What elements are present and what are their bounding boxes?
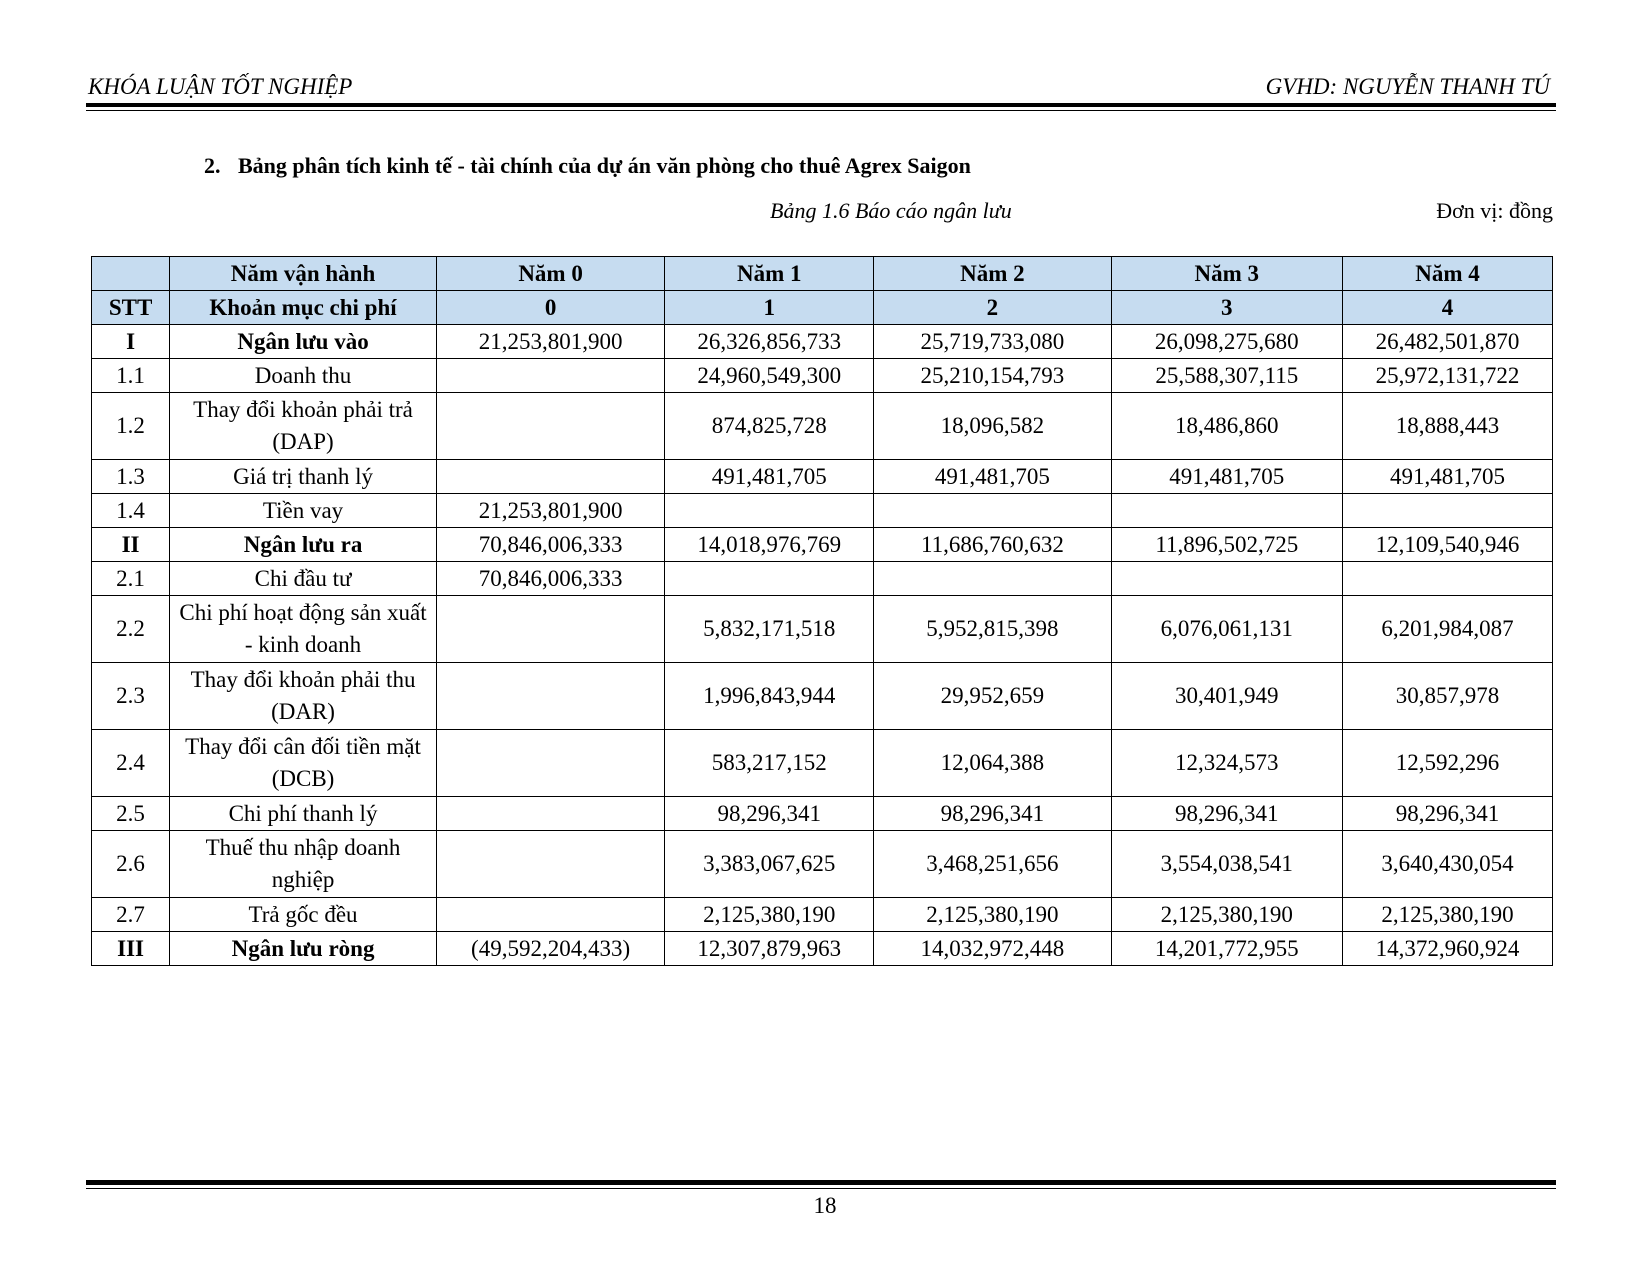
value-cell <box>436 596 664 663</box>
value-cell: 491,481,705 <box>874 460 1111 494</box>
value-cell: 12,064,388 <box>874 730 1111 797</box>
stt-cell: II <box>92 528 170 562</box>
value-cell: 30,857,978 <box>1342 663 1552 730</box>
header-cell: STT <box>92 291 170 325</box>
header-cell: 2 <box>874 291 1111 325</box>
table-row <box>92 494 1553 528</box>
item-cell: Thay đổi cân đối tiền mặt (DCB) <box>170 730 437 797</box>
value-cell <box>436 663 664 730</box>
stt-cell: III <box>92 932 170 966</box>
header-cell: 4 <box>1342 291 1552 325</box>
unit-label: Đơn vị: đồng <box>1436 198 1553 223</box>
section-title-text: Bảng phân tích kinh tế - tài chính của dự án văn phòng cho thuê Agrex Saigon <box>238 153 971 178</box>
value-cell <box>665 494 874 528</box>
table-row <box>92 359 1553 393</box>
table-header-row-years <box>92 257 1553 291</box>
table-header-row-items <box>92 291 1553 325</box>
table-row <box>92 831 1553 898</box>
table-row <box>92 393 1553 460</box>
table-caption: Bảng 1.6 Báo cáo ngân lưu <box>770 198 1012 223</box>
stt-cell: 2.1 <box>92 562 170 596</box>
value-cell: 12,592,296 <box>1342 730 1552 797</box>
cash-flow-table <box>91 256 1553 966</box>
value-cell <box>874 494 1111 528</box>
header-rule-thick <box>86 103 1556 107</box>
value-cell: 98,296,341 <box>874 797 1111 831</box>
table-row <box>92 898 1553 932</box>
stt-cell: I <box>92 325 170 359</box>
stt-cell: 1.4 <box>92 494 170 528</box>
table-row <box>92 797 1553 831</box>
value-cell: 491,481,705 <box>1111 460 1342 494</box>
value-cell: 3,383,067,625 <box>665 831 874 898</box>
item-cell: Chi phí hoạt động sản xuất - kinh doanh <box>170 596 437 663</box>
value-cell: 14,201,772,955 <box>1111 932 1342 966</box>
value-cell: 11,686,760,632 <box>874 528 1111 562</box>
value-cell <box>1342 562 1552 596</box>
value-cell: (49,592,204,433) <box>436 932 664 966</box>
page-number: 18 <box>813 1193 837 1218</box>
item-cell: Doanh thu <box>170 359 437 393</box>
item-cell: Thuế thu nhập doanh nghiệp <box>170 831 437 898</box>
value-cell: 25,719,733,080 <box>874 325 1111 359</box>
stt-cell: 2.6 <box>92 831 170 898</box>
value-cell <box>874 562 1111 596</box>
value-cell <box>665 562 874 596</box>
header-cell: Năm vận hành <box>170 257 437 291</box>
value-cell: 26,098,275,680 <box>1111 325 1342 359</box>
value-cell: 2,125,380,190 <box>874 898 1111 932</box>
header-left-title: KHÓA LUẬN TỐT NGHIỆP <box>88 74 353 99</box>
value-cell: 98,296,341 <box>1111 797 1342 831</box>
value-cell: 1,996,843,944 <box>665 663 874 730</box>
footer-rule-thick <box>86 1180 1556 1185</box>
value-cell: 14,372,960,924 <box>1342 932 1552 966</box>
table-row <box>92 325 1553 359</box>
item-cell: Thay đổi khoản phải thu (DAR) <box>170 663 437 730</box>
value-cell <box>436 460 664 494</box>
footer-rule-thin <box>86 1188 1556 1189</box>
value-cell: 98,296,341 <box>1342 797 1552 831</box>
header-cell: Khoản mục chi phí <box>170 291 437 325</box>
table-row <box>92 460 1553 494</box>
value-cell: 30,401,949 <box>1111 663 1342 730</box>
header-right-advisor: GVHD: NGUYỄN THANH TÚ <box>1265 74 1550 99</box>
item-cell: Chi đầu tư <box>170 562 437 596</box>
stt-cell: 2.3 <box>92 663 170 730</box>
table-row <box>92 596 1553 663</box>
value-cell <box>436 831 664 898</box>
value-cell: 874,825,728 <box>665 393 874 460</box>
header-rule-thin <box>86 110 1556 111</box>
value-cell: 25,972,131,722 <box>1342 359 1552 393</box>
stt-cell: 2.2 <box>92 596 170 663</box>
table-row <box>92 562 1553 596</box>
value-cell <box>1111 494 1342 528</box>
stt-cell: 1.2 <box>92 393 170 460</box>
value-cell: 2,125,380,190 <box>665 898 874 932</box>
header-cell: Năm 2 <box>874 257 1111 291</box>
value-cell: 3,468,251,656 <box>874 831 1111 898</box>
table-row <box>92 663 1553 730</box>
value-cell: 12,324,573 <box>1111 730 1342 797</box>
value-cell: 491,481,705 <box>665 460 874 494</box>
value-cell <box>436 898 664 932</box>
value-cell <box>436 359 664 393</box>
stt-cell: 2.4 <box>92 730 170 797</box>
header-cell: Năm 1 <box>665 257 874 291</box>
section-number: 2. <box>204 153 221 178</box>
stt-cell: 2.7 <box>92 898 170 932</box>
item-cell: Ngân lưu ròng <box>170 932 437 966</box>
header-cell: 1 <box>665 291 874 325</box>
value-cell <box>436 730 664 797</box>
item-cell: Ngân lưu vào <box>170 325 437 359</box>
header-cell <box>92 257 170 291</box>
stt-cell: 1.3 <box>92 460 170 494</box>
value-cell <box>1342 494 1552 528</box>
stt-cell: 2.5 <box>92 797 170 831</box>
value-cell: 98,296,341 <box>665 797 874 831</box>
value-cell: 5,832,171,518 <box>665 596 874 663</box>
stt-cell: 1.1 <box>92 359 170 393</box>
item-cell: Tiền vay <box>170 494 437 528</box>
item-cell: Chi phí thanh lý <box>170 797 437 831</box>
value-cell: 18,096,582 <box>874 393 1111 460</box>
value-cell: 29,952,659 <box>874 663 1111 730</box>
header-cell: 0 <box>436 291 664 325</box>
value-cell: 26,326,856,733 <box>665 325 874 359</box>
value-cell: 12,307,879,963 <box>665 932 874 966</box>
value-cell <box>436 393 664 460</box>
section-heading <box>204 153 971 179</box>
header-cell: Năm 3 <box>1111 257 1342 291</box>
value-cell: 26,482,501,870 <box>1342 325 1552 359</box>
value-cell: 18,888,443 <box>1342 393 1552 460</box>
value-cell: 5,952,815,398 <box>874 596 1111 663</box>
value-cell: 12,109,540,946 <box>1342 528 1552 562</box>
value-cell: 24,960,549,300 <box>665 359 874 393</box>
table-row <box>92 730 1553 797</box>
value-cell: 18,486,860 <box>1111 393 1342 460</box>
table-row <box>92 932 1553 966</box>
value-cell: 3,640,430,054 <box>1342 831 1552 898</box>
item-cell: Trả gốc đều <box>170 898 437 932</box>
value-cell: 2,125,380,190 <box>1111 898 1342 932</box>
value-cell <box>1111 562 1342 596</box>
value-cell: 70,846,006,333 <box>436 528 664 562</box>
value-cell: 21,253,801,900 <box>436 325 664 359</box>
value-cell: 11,896,502,725 <box>1111 528 1342 562</box>
value-cell: 6,076,061,131 <box>1111 596 1342 663</box>
value-cell <box>436 797 664 831</box>
value-cell: 2,125,380,190 <box>1342 898 1552 932</box>
value-cell: 6,201,984,087 <box>1342 596 1552 663</box>
value-cell: 25,210,154,793 <box>874 359 1111 393</box>
value-cell: 491,481,705 <box>1342 460 1552 494</box>
value-cell: 70,846,006,333 <box>436 562 664 596</box>
header-cell: Năm 4 <box>1342 257 1552 291</box>
value-cell: 21,253,801,900 <box>436 494 664 528</box>
value-cell: 14,032,972,448 <box>874 932 1111 966</box>
value-cell: 583,217,152 <box>665 730 874 797</box>
value-cell: 3,554,038,541 <box>1111 831 1342 898</box>
value-cell: 14,018,976,769 <box>665 528 874 562</box>
item-cell: Thay đổi khoản phải trả (DAP) <box>170 393 437 460</box>
header-cell: Năm 0 <box>436 257 664 291</box>
item-cell: Ngân lưu ra <box>170 528 437 562</box>
value-cell: 25,588,307,115 <box>1111 359 1342 393</box>
header-cell: 3 <box>1111 291 1342 325</box>
item-cell: Giá trị thanh lý <box>170 460 437 494</box>
table-row <box>92 528 1553 562</box>
